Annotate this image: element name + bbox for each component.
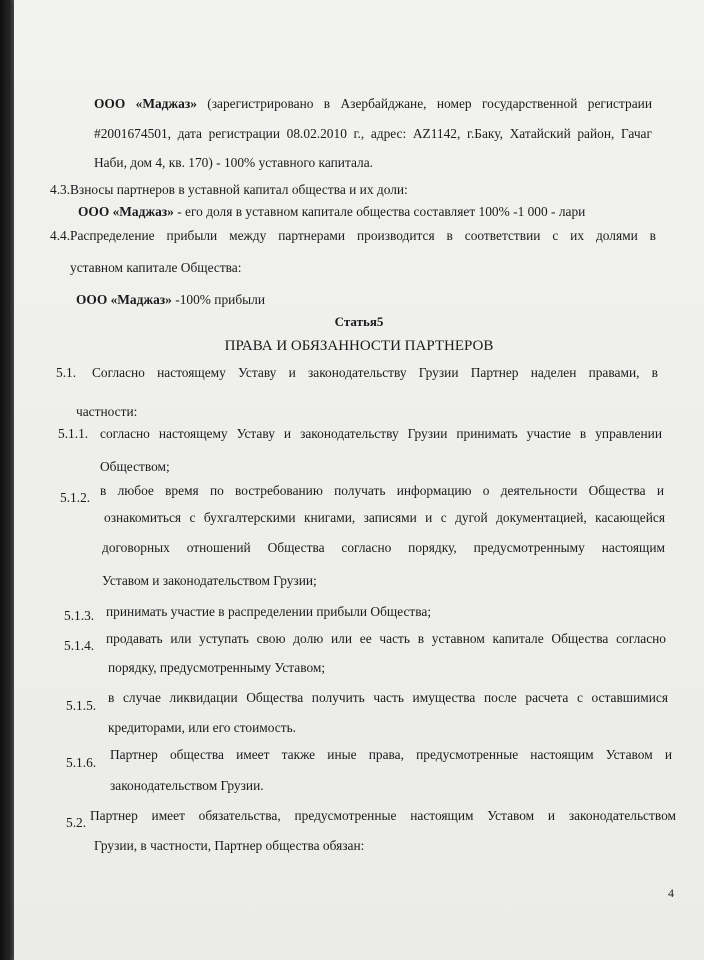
- section-5-1-4-line-1: продавать или уступать свою долю или ее часть в уставном капитале Общества согласно: [106, 631, 666, 646]
- section-number-5-1-1: 5.1.1.: [58, 426, 89, 441]
- section-number-5-2: 5.2.: [66, 815, 87, 830]
- section-5-2-line-2: Грузии, в частности, Партнер общества обязан:: [94, 838, 365, 853]
- section-number-5-1-5: 5.1.5.: [66, 698, 97, 713]
- owner-line-2: #2001674501, дата регистрации 08.02.2010 г., адрес: AZ1142, г.Баку, Хатайский район, Гачаг: [94, 126, 652, 141]
- company-name: ООО «Маджаз»: [94, 96, 197, 111]
- section-number-4-3: 4.3.: [50, 182, 71, 197]
- owner-line-1: [94, 96, 652, 112]
- section-5-1-5-line-1: в случае ликвидации Общества получить часть имущества после расчета с оставшимися: [108, 690, 668, 705]
- owner-line-3: Наби, дом 4, кв. 170) - 100% уставного капитала.: [94, 155, 373, 170]
- section-5-1-2-line-2: ознакомиться с бухгалтерскими книгами, записями и с дугой документацией, касающейся: [104, 510, 665, 525]
- section-5-1-1-line-2: Обществом;: [100, 459, 170, 474]
- section-4-4-line-2: уставном капитале Общества:: [70, 260, 242, 275]
- section-number-5-1: 5.1.: [56, 365, 77, 380]
- section-5-2-line-1: Партнер имеет обязательства, предусмотренные настоящим Уставом и законодательством: [90, 808, 676, 823]
- section-5-1-line-1: Согласно настоящему Уставу и законодательству Грузии Партнер наделен правами, в: [92, 365, 658, 380]
- section-5-1-6-line-2: законодательством Грузии.: [110, 778, 264, 793]
- section-number-5-1-3: 5.1.3.: [64, 608, 95, 623]
- section-5-1-5-line-2: кредиторами, или его стоимость.: [108, 720, 297, 735]
- section-5-1-3-line-1: принимать участие в распределении прибыли Общества;: [106, 604, 432, 619]
- article-title: ПРАВА И ОБЯЗАННОСТИ ПАРТНЕРОВ: [224, 338, 494, 354]
- section-4-3-share-text: - его доля в уставном капитале общества составляет 100% -1 000 - лари: [177, 204, 586, 219]
- section-number-5-1-2: 5.1.2.: [60, 490, 91, 505]
- document-page: [14, 0, 704, 960]
- section-5-1-4-line-2: порядку, предусмотренныму Уставом;: [108, 660, 326, 675]
- section-number-5-1-4: 5.1.4.: [64, 638, 95, 653]
- section-5-1-6-line-1: Партнер общества имеет также иные права, предусмотренные настоящим Уставом и: [110, 747, 672, 762]
- section-4-3-share: [78, 204, 585, 220]
- section-5-1-2-line-3: договорных отношений Общества согласно порядку, предусмотренныму настоящим: [102, 540, 665, 555]
- article-label: Статья5: [334, 314, 384, 329]
- section-5-1-line-2: частности:: [76, 404, 138, 419]
- section-4-4-profit: [76, 292, 265, 308]
- section-5-1-1-line-1: согласно настоящему Уставу и законодательству Грузии принимать участие в управлении: [100, 426, 662, 441]
- section-4-3-title: Взносы партнеров в уставной капитал общества и их доли:: [70, 182, 408, 197]
- section-5-1-2-line-4: Уставом и законодательством Грузии;: [102, 573, 317, 588]
- owner-line-1-text: (зарегистрировано в Азербайджане, номер государственной регистраии: [207, 96, 652, 111]
- page-number: 4: [668, 886, 674, 900]
- section-5-1-2-line-1: в любое время по востребованию получать информацию о деятельности Общества и: [100, 483, 664, 498]
- company-name: ООО «Маджаз»: [76, 292, 172, 307]
- section-number-4-4: 4.4.: [50, 228, 71, 243]
- section-4-4-line-1: Распределение прибыли между партнерами производится в соответствии с их долями в: [70, 228, 656, 243]
- section-number-5-1-6: 5.1.6.: [66, 755, 97, 770]
- section-4-4-profit-text: -100% прибыли: [175, 292, 265, 307]
- company-name: ООО «Маджаз»: [78, 204, 174, 219]
